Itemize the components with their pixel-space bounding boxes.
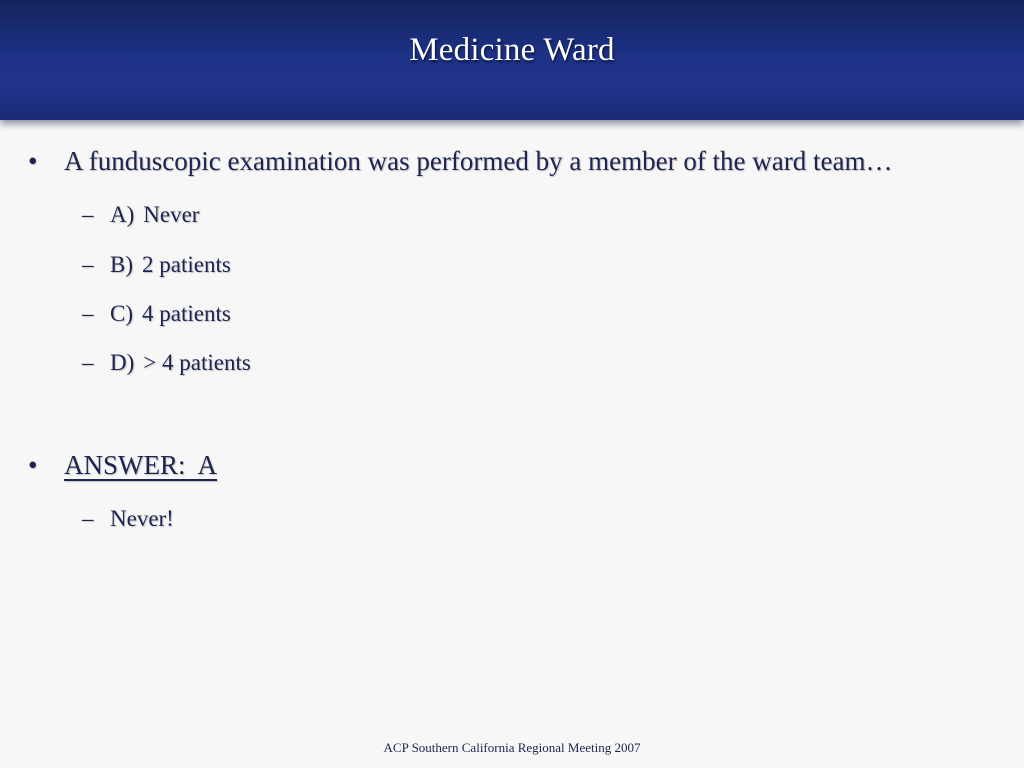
option-text: 2 patients: [142, 252, 231, 277]
option-d: [82, 350, 251, 376]
answer-detail-text: Never!: [110, 506, 174, 531]
option-text: Never: [143, 202, 200, 227]
option-letter: A): [110, 202, 135, 227]
option-c: [82, 301, 231, 327]
answer-bullet: [28, 450, 217, 481]
dash-icon: –: [82, 252, 94, 277]
slide-title: Medicine Ward: [409, 32, 615, 68]
option-letter: B): [110, 252, 133, 277]
question-bullet: [28, 146, 892, 177]
bullet-icon: •: [28, 146, 38, 176]
dash-icon: –: [82, 506, 94, 531]
slide-footer: ACP Southern California Regional Meeting 2007: [383, 740, 641, 755]
option-letter: C): [110, 301, 133, 326]
option-a: [82, 202, 199, 228]
answer-text: ANSWER: A: [64, 450, 218, 480]
answer-detail: [82, 506, 174, 532]
option-text: > 4 patients: [143, 350, 251, 375]
dash-icon: –: [82, 350, 94, 375]
dash-icon: –: [82, 202, 94, 227]
option-b: [82, 252, 231, 278]
option-text: 4 patients: [142, 301, 231, 326]
bullet-icon: •: [28, 450, 38, 480]
option-letter: D): [110, 350, 135, 375]
dash-icon: –: [82, 301, 94, 326]
question-text: A funduscopic examination was performed by a member of the ward team…: [64, 146, 893, 176]
